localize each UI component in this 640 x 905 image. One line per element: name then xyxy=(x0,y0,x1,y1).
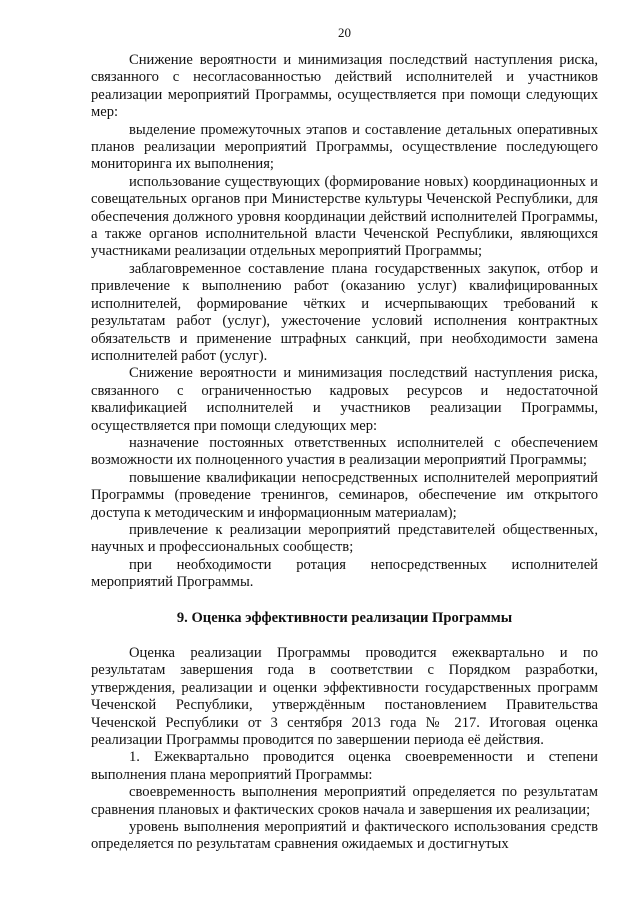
body-after-heading xyxy=(91,645,598,854)
paragraph-responsible-executors: назначение постоянных ответственных исполнителей с обеспечением возможности их полноценного участия в реализации мероприятий Программы; xyxy=(91,434,598,469)
paragraph-risk-coordination: Снижение вероятности и минимизация последствий наступления риска, связанного с несогласованностью действий исполнителей и участников реализации мероприятий Программы, осуществляется при помощи следующих мер: xyxy=(91,52,598,121)
paragraph-public-involvement: привлечение к реализации мероприятий представителей общественных, научных и профессиональных сообществ; xyxy=(91,521,598,556)
paragraph-coordination-bodies: использование существующих (формирование новых) координационных и совещательных органов при Министерстве культуры Чеченской Республики, для обеспечения должного уровня координации действий исполнителей Программы, а также органов исполнительной власти Чеченской Республики, являющихся участниками реализации отдельных мероприятий Программы; xyxy=(91,173,598,260)
body-before-heading xyxy=(91,52,598,592)
paragraph-stages: выделение промежуточных этапов и составление детальных оперативных планов реализации мероприятий Программы, осуществление последующего мониторинга их выполнения; xyxy=(91,121,598,173)
paragraph-rotation: при необходимости ротация непосредственных исполнителей мероприятий Программы. xyxy=(91,556,598,591)
paragraph-qualification: повышение квалификации непосредственных исполнителей мероприятий Программы (проведение тренингов, семинаров, обеспечение им открытого доступа к методическим и информационным материалам); xyxy=(91,469,598,521)
paragraph-assessment: Оценка реализации Программы проводится ежеквартально и по результатам завершения года в соответствии с Порядком разработки, утверждения, реализации и оценки эффективности государственных программ Чеченской Республики, утверждённым постановлением Правительства Чеченской Республики от 3 сентября 2013 года № 217. Итоговая оценка реализации Программы проводится по завершении периода её действия. xyxy=(91,645,598,749)
paragraph-quarterly: 1. Ежеквартально проводится оценка своевременности и степени выполнения плана мероприятий Программы: xyxy=(91,749,598,783)
paragraph-execution-level: уровень выполнения мероприятий и фактического использования средств определяется по результатам сравнения ожидаемых и достигнутых xyxy=(91,819,598,853)
paragraph-timeliness: своевременность выполнения мероприятий определяется по результатам сравнения плановых и фактических сроков начала и завершения их реализации; xyxy=(91,784,598,818)
section-heading: 9. Оценка эффективности реализации Программы xyxy=(176,609,513,626)
page-number: 20 xyxy=(338,25,351,40)
paragraph-risk-staffing: Снижение вероятности и минимизация последствий наступления риска, связанного с ограниченностью кадровых ресурсов и недостаточной квалификацией исполнителей и участников реализации Программы, осуществляется при помощи следующих мер: xyxy=(91,365,598,434)
paragraph-procurement: заблаговременное составление плана государственных закупок, отбор и привлечение к выполнению работ (оказанию услуг) квалифицированных исполнителей, формирование чётких и исчерпывающих требований к результатам работ (услуг), ужесточение условий исполнения контрактных обязательств и применение штрафных санкций, при необходимости замена исполнителей работ (услуг). xyxy=(91,260,598,364)
